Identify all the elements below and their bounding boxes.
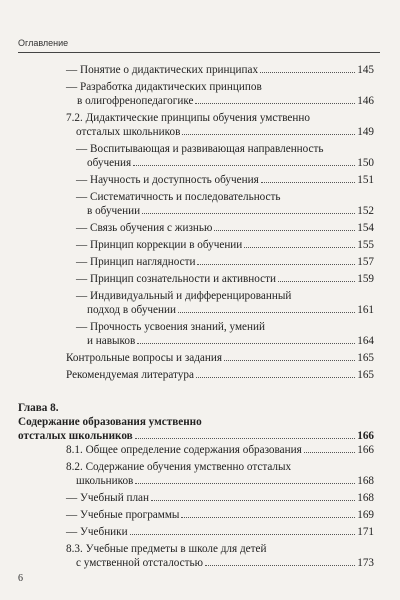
toc-page-number: 151 [357, 174, 374, 186]
chapter-heading [18, 401, 374, 415]
toc-entry-text: — Учебные программы [66, 509, 180, 521]
toc-entry [66, 80, 374, 108]
toc-entry-text: 8.2. Содержание обучения умственно отсталых [66, 461, 292, 473]
dot-leader [205, 556, 355, 566]
dot-leader [195, 94, 355, 104]
toc-entry [76, 238, 374, 252]
toc-page-number: 165 [357, 352, 374, 364]
dot-leader [304, 443, 355, 453]
toc-entry [66, 368, 374, 382]
toc-entry [76, 289, 374, 317]
dot-leader [196, 368, 355, 378]
toc-entry [76, 255, 374, 269]
toc-entry-text: — Принцип сознательности и активности [76, 273, 276, 285]
dot-leader [181, 508, 355, 518]
dot-leader [137, 334, 355, 344]
header-rule [18, 52, 380, 53]
toc-entry [76, 221, 374, 235]
toc-entry-text: — Учебники [66, 526, 128, 538]
toc-entry-text: с умственной отсталостью [76, 557, 203, 569]
dot-leader [133, 156, 355, 166]
toc-entry-text: — Понятие о дидактических принципах [66, 64, 259, 76]
dot-leader [260, 63, 355, 73]
dot-leader [224, 351, 355, 361]
toc-page-number: 146 [357, 95, 374, 107]
toc-entry [76, 320, 374, 348]
toc-entry-text: — Разработка дидактических принципов [66, 81, 262, 93]
toc-entry [66, 443, 374, 457]
toc-entry-text: подход в обучении [87, 304, 176, 316]
toc-page-number: 164 [357, 335, 374, 347]
toc-page-number: 157 [357, 256, 374, 268]
toc-entry [76, 272, 374, 286]
toc-entry-text: — Индивидуальный и дифференцированный [76, 290, 292, 302]
dot-leader [135, 429, 356, 439]
toc-page-number: 165 [357, 369, 374, 381]
toc-entry-text: отсталых школьников [18, 430, 133, 442]
toc-entry-text: школьников [76, 475, 134, 487]
toc-page-number: 166 [357, 444, 374, 456]
table-of-contents [0, 63, 400, 573]
toc-entry [66, 542, 374, 570]
toc-entry-text: — Принцип наглядности [76, 256, 196, 268]
toc-entry-text: 7.2. Дидактические принципы обучения умственно [66, 112, 310, 124]
toc-entry [76, 173, 374, 187]
toc-entry [66, 525, 374, 539]
toc-entry-text: в олигофренопедагогике [77, 95, 194, 107]
toc-entry-text: Глава 8. [18, 402, 59, 414]
toc-entry [18, 415, 374, 443]
toc-page-number: 169 [357, 509, 374, 521]
toc-page-number: 150 [357, 157, 374, 169]
toc-page-number: 152 [357, 205, 374, 217]
running-header: Оглавление [18, 38, 69, 48]
toc-page-number: 155 [357, 239, 374, 251]
toc-entry-text: Рекомендуемая литература [66, 369, 194, 381]
dot-leader [244, 238, 355, 248]
dot-leader [142, 204, 355, 214]
toc-entry-text: отсталых школьников [76, 126, 181, 138]
toc-entry-text: — Систематичность и последовательность [76, 191, 281, 203]
toc-entry-text: и навыков [87, 335, 136, 347]
toc-page-number: 166 [357, 430, 374, 442]
toc-entry-text: в обучении [87, 205, 141, 217]
toc-entry-text: — Воспитывающая и развивающая направленность [76, 143, 324, 155]
toc-entry [66, 508, 374, 522]
dot-leader [151, 491, 355, 501]
toc-page-number: 145 [357, 64, 374, 76]
toc-entry-text: — Связь обучения с жизнью [76, 222, 213, 234]
toc-entry [66, 63, 374, 77]
toc-entry-text: обучения [87, 157, 132, 169]
toc-page-number: 149 [357, 126, 374, 138]
page-number: 6 [18, 573, 23, 584]
toc-entry-text: — Прочность усвоения знаний, умений [76, 321, 265, 333]
toc-page-number: 154 [357, 222, 374, 234]
toc-entry-text: 8.1. Общее определение содержания образования [66, 444, 302, 456]
toc-page-number: 159 [357, 273, 374, 285]
toc-page-number: 173 [357, 557, 374, 569]
toc-entry [66, 111, 374, 139]
toc-entry [76, 190, 374, 218]
dot-leader [135, 474, 355, 484]
toc-entry-text: Контрольные вопросы и задания [66, 352, 222, 364]
toc-entry [66, 460, 374, 488]
toc-entry-text: — Научность и доступность обучения [76, 174, 259, 186]
toc-entry-text: — Принцип коррекции в обучении [76, 239, 243, 251]
toc-page-number: 168 [357, 492, 374, 504]
dot-leader [182, 125, 355, 135]
dot-leader [278, 272, 355, 282]
toc-entry-text: — Учебный план [66, 492, 149, 504]
toc-entry [66, 491, 374, 505]
toc-page-number: 171 [357, 526, 374, 538]
dot-leader [261, 173, 356, 183]
toc-entry-text: 8.3. Учебные предметы в школе для детей [66, 543, 267, 555]
toc-page-number: 168 [357, 475, 374, 487]
dot-leader [214, 221, 355, 231]
toc-page-number: 161 [357, 304, 374, 316]
dot-leader [130, 525, 356, 535]
dot-leader [197, 255, 355, 265]
dot-leader [178, 303, 355, 313]
toc-entry-text: Содержание образования умственно [18, 416, 202, 428]
toc-entry [76, 142, 374, 170]
toc-entry [66, 351, 374, 365]
